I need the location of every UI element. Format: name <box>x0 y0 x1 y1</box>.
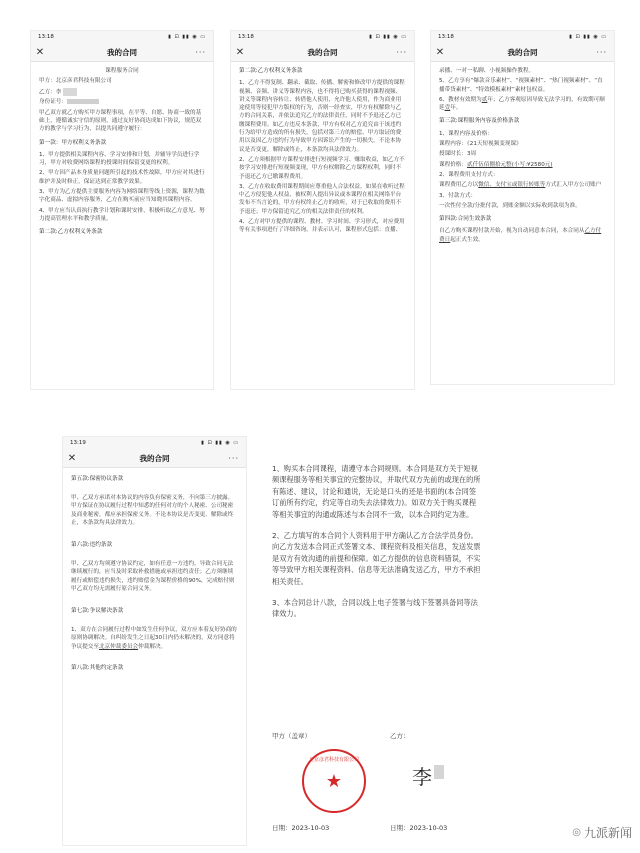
contract-text <box>31 62 213 237</box>
clause: 3、乙方在收取费用课程期间应尊重他人合法权益。如果在收听过程中乙方侵犯他人权益，被权利人提出异议或本课程在相关网络平台发布不当言论的，甲方有权终止乙方的收听，对于已收取的费用不予退还；甲方保留追究乙方的相关法律责任的权利。 <box>239 183 405 215</box>
clause: 1、双方在合同履行过程中如发生任何争议，双方应本着友好协商的原则协调解决。自纠纷发生之日起30日内仍未解决的，双方同意将争议提交至北京仲裁委员会仲裁解决。 <box>71 626 237 650</box>
close-icon[interactable]: ✕ <box>235 46 245 58</box>
course-name: 课程内容：《21天短视频变现课》 <box>439 141 522 148</box>
signature-redaction <box>434 765 444 779</box>
section-heading: 第二款:乙方权利义务条款 <box>39 229 103 236</box>
course-duration: 授课时长：3周 <box>439 151 477 158</box>
page-title: 我的合同 <box>139 453 170 463</box>
more-icon[interactable]: ··· <box>596 47 607 57</box>
clause: 3、付款方式： <box>439 192 477 199</box>
watermark <box>572 824 632 841</box>
close-icon[interactable]: ✕ <box>35 46 45 58</box>
clause: 2、甲方因产品本身质量问题所引起的技术性故障，甲方应对其进行维护并及时修正，保证达到正常教学效果。 <box>39 170 205 185</box>
status-time: 13:18 <box>38 34 54 40</box>
course-price: 课程价格：贰仟伍佰捌拾元整(小写:¥2580元) <box>439 161 553 168</box>
contract-page-3 <box>430 30 615 385</box>
nav-bar <box>231 43 414 62</box>
section-heading: 第四款:合同生效条款 <box>439 216 492 223</box>
close-icon[interactable]: ✕ <box>435 46 445 58</box>
contract-text <box>231 62 414 235</box>
nav-bar <box>431 43 614 62</box>
clause: 4、甲方应当认真执行教学计划和课时安排，积极听取乙方意见、努力提高管理水平和教学质量。 <box>39 207 205 222</box>
contract-page-5 <box>262 463 492 848</box>
close-icon[interactable]: ✕ <box>67 452 77 464</box>
watermark-logo-icon: ◎ <box>572 827 581 838</box>
party-b: 乙方：李 <box>39 88 205 97</box>
company-seal <box>302 749 366 813</box>
clause: 1、购买本合同课程，请遵守本合同规则。本合同是双方关于短视频课程服务等相关事宜的完整协议，并取代双方先前的或现在的所有陈述、建议，讨论和通说，无论是口头的还是书面的(本合同签订前所有约定，约定等自动失去法律效力)。如双方关于购买课程等相关事宜的沟通或陈述与本合同不一致，以本合同约定为准。 <box>272 464 481 519</box>
clause: 6、教材有效期为贰年；乙方客观原因导致无法学习的，有效期可顺延壹年。 <box>439 96 605 112</box>
page-title: 我的合同 <box>507 47 538 57</box>
contract-page-1 <box>30 30 214 390</box>
party-a: 甲方：北京彦君科技有限公司 <box>39 78 112 85</box>
status-bar <box>31 31 213 43</box>
clause: 甲、乙双方承诺对本协议的内容负有保密义务，不向第三方披露。甲方保证在协议履行过程中知悉的任何对方的个人秘密、公司秘密及商业秘密，都应承担保密义务。不论本协议是否变更、解除或终止，本条款均具法律效力。 <box>71 494 234 527</box>
signal-icons: ▮ ⊡ ▮▮ ◉ ▭ <box>569 34 607 40</box>
contract-text <box>63 468 246 673</box>
section-heading: 第八款:其他约定条款 <box>71 665 124 672</box>
signature: 李 <box>412 765 432 789</box>
date-a: 日期：2023-10-03 <box>272 824 330 832</box>
contract-text <box>431 62 614 244</box>
payment-terms: 一次性付全款/分批付款，到账金额以实际收到款项为准。 <box>439 202 581 209</box>
section-heading: 第一款：甲方权利义务条款 <box>39 139 107 146</box>
clause: 3、本合同总计八款，合同以线上电子签署与线下签署具备同等法律效力。 <box>272 598 478 619</box>
section-heading: 第二款:乙方权利义务条款 <box>239 68 303 74</box>
clause: 甲、乙双方均须遵守协议约定，如有任意一方违约，导致合同无法继续履行的，应当及时采取补救措施或承担违约责任；乙方须继续履行或赔偿违约损失，违约赔偿金为课程价格的90%，完成赔付则甲乙双方均无需履行原合同义务。 <box>71 560 235 593</box>
status-bar <box>431 31 614 43</box>
section-heading: 第七款:争议解决条款 <box>71 607 124 614</box>
status-time: 13:19 <box>70 440 86 446</box>
status-time: 13:18 <box>438 34 454 40</box>
clause: 2、课程费用支付方式： <box>439 171 499 178</box>
payment-method: 课程费用乙方以微信、支付宝或银行转账等方式汇入甲方公司账户 <box>439 182 602 189</box>
contract-page-4 <box>62 436 247 846</box>
signal-icons: ▮ ⊡ ▮▮ ◉ ▭ <box>201 440 239 446</box>
clause: 自乙方购买课程付款开始，视为自动同意本合同，本合同从乙方付费日起正式生效。 <box>439 228 602 243</box>
intro-text: 甲乙双方就乙方购买甲方课程事项，在平等、自愿、协商一致的基础上，遵循诚实守信的原则，通过友好协商达成如下协议，规范双方的教学与学习行为，以提共同遵守履行： <box>39 109 202 133</box>
page-title: 我的合同 <box>307 47 338 57</box>
clause: 1、乙方不得复制、翻录、截取、传播、解密和修改甲方提供的课程视频、音频、讲义等课程内容，也不得将已购买获得的课程视频、讲义等课程内容转让、转借他人使用，允许他人使用，作为商业用途使用等侵犯甲方版权的行为，否则一经查实，甲方有权解除与乙方的合同关系，并依法追究乙方的法律责任，同时不予退还乙方已缴课程费用。如乙方违反本条款，甲方有权对乙方追究由于该违约行为给甲方造成的所有损失，包括对第三方的赔偿、甲方取证的费用以及因乙方违约行为导致甲方因诉讼产生的一切损失。不论本协议是否变更，解除或终止，本条款均具法律效力。 <box>239 80 405 153</box>
section-heading: 第三款:课程服务内容及价格条款 <box>439 118 520 125</box>
more-icon[interactable]: ··· <box>396 47 407 57</box>
seal-text: 北京彦君科技有限公司 <box>308 757 359 763</box>
clause: 5、乙方享有“爆款音乐素材”、“视频素材”、“热门视频素材”、“直播带货素材”、“特效模板素材”素材包权益。 <box>439 78 603 93</box>
watermark-text: 九派新闻 <box>583 826 632 840</box>
clause: 4、乙方对甲方提供的课程、教材、学习时间、学习形式，对应费用等有关事项进行了详细咨询，并表示认可，课程形式包括：直播、 <box>239 219 405 234</box>
clause: 2、乙方须根据甲方课程安排进行短视频学习、赚取收益，如乙方不按学习安排进行短视频变现，甲方有权解除乙方课程权利，同时不予退还乙方已缴课程费用。 <box>239 156 405 180</box>
date-b: 日期：2023-10-03 <box>390 824 448 832</box>
party-b-label: 乙方： <box>390 732 410 740</box>
page-title: 我的合同 <box>107 47 137 57</box>
clause: 3、甲方为乙方提供主要服务内容为网络课程等线上资源，课程为数字化商品、虚拟内容服务，乙方在购买前应当知晓其课程内容。 <box>39 189 205 204</box>
clause: 2、乙方填写的本合同个人资料用于甲方确认乙方合法学员身份。向乙方发送本合同正式签署文本、课程资料及相关信息，发送发票是双方有效沟通的前提和保障。如乙方提供的信息资料错误，不实等导致甲方相关课程资料、信息等无法准确发送乙方，甲方不承担相关责任。 <box>272 531 481 586</box>
party-a-label: 甲方（盖章） <box>272 732 311 740</box>
status-time: 13:18 <box>238 34 254 40</box>
nav-bar <box>63 449 246 468</box>
signal-icons: ▮ ⊡ ▮▮ ◉ ▭ <box>168 34 206 40</box>
status-bar <box>63 437 246 449</box>
contract-text <box>262 463 492 620</box>
section-heading: 第五款:保密协议条款 <box>71 476 124 482</box>
contract-page-2 <box>230 30 415 390</box>
status-bar <box>231 31 414 43</box>
more-icon[interactable]: ··· <box>228 453 239 463</box>
nav-bar <box>31 43 213 62</box>
star-icon: ★ <box>325 771 343 792</box>
clause: 1、甲方提供相关课程内容、学习安排和计划，并辅导学员进行学习，甲方对收费网络课程的授课时间保留变更的权利。 <box>39 151 200 167</box>
id-number: 身份证号： <box>39 98 205 106</box>
more-icon[interactable]: ··· <box>195 47 206 57</box>
clause: 1、课程内容及价格： <box>439 130 493 137</box>
section-heading: 第六款:违约条款 <box>71 541 113 548</box>
clause: 录播、一对一私聊、小视频操作教程。 <box>439 68 535 74</box>
contract-heading: 课程服务合同 <box>105 68 139 74</box>
signal-icons: ▮ ⊡ ▮▮ ◉ ▭ <box>369 34 407 40</box>
